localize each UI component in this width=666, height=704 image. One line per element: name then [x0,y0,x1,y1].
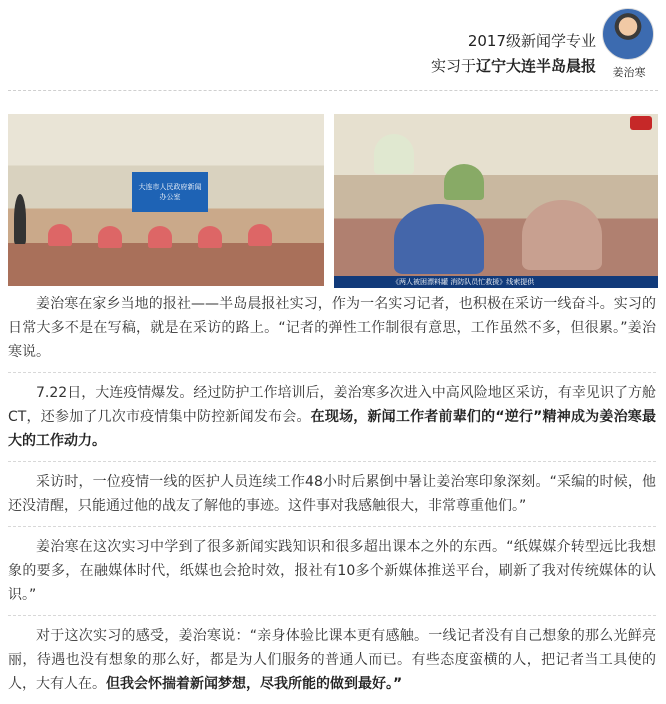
article-header [0,0,666,90]
avatar [602,8,654,60]
intern-org: 辽宁大连半岛晨报 [475,57,596,75]
chair [248,224,272,246]
major-label: 2017级新闻学专业 [467,32,596,50]
reporter-bg [444,164,484,200]
paragraph-4: 姜治寒在这次实习中学到了很多新闻实践知识和很多超出课本之外的东西。“纸媒媒介转型远比我想象的要多，在融媒体时代，纸媒也会抢时效，报社有10多个新媒体推送平台，刷新了我对传统媒体的认识。” [8,539,656,603]
press-conference-photo [8,114,324,286]
chair [148,226,172,248]
paragraph-divider [8,615,656,616]
reporters-tv-photo [334,114,658,288]
chair [198,226,222,248]
tv-logo [630,116,652,130]
paragraph-1: 姜治寒在家乡当地的报社——半岛晨报社实习，作为一名实习记者，也积极在采访一线奋斗。实习的日常大多不是在写稿，就是在采访的路上。“记者的弹性工作制很有意思，工作虽然不多，但很累。”姜治寒说。 [8,296,656,360]
reporter-male [394,204,484,274]
paragraph-divider [8,372,656,373]
internship-label [431,55,596,76]
paragraph-divider [8,526,656,527]
tv-caption: 《两人被困漂料罐 消防队员忙救援》线索提供 [392,278,535,286]
photo-row [8,114,658,288]
screen-text: 大连市人民政府新闻办公室 [138,183,202,201]
tv-person [374,134,414,174]
conference-screen [132,172,208,212]
intern-prefix: 实习于 [430,57,476,75]
paragraph-divider [8,461,656,462]
paragraph-2: 7.22日，大连疫情爆发。经过防护工作培训后，姜治寒多次进入中高风险地区采访，有幸见识了方舱CT，还参加了几次市疫情集中防控新闻发布会。在现场，新闻工作者前辈们的“逆行”精神成为姜治寒最大的工作动力。 [8,385,656,449]
paragraph-5: 对于这次实习的感受，姜治寒说：“亲身体验比课本更有感触。一线记者没有自己想象的那么光鲜亮丽，待遇也没有想象的那么好，都是为人们服务的普通人而已。有些态度蛮横的人，把记者当工具使的人，大有人在。但我会怀揣着新闻梦想，尽我所能的做到最好。” [8,628,656,692]
chair [98,226,122,248]
article-body [8,292,656,704]
chair [48,224,72,246]
author-name: 姜治寒 [612,66,646,79]
tv-caption-bar [334,276,658,288]
reporter-female [522,200,602,270]
paragraph-3: 采访时，一位疫情一线的医护人员连续工作48小时后累倒中暑让姜治寒印象深刻。“采编的时候，他还没清醒，只能通过他的战友了解他的事迹。这件事对我感触很大，非常尊重他们。” [8,474,656,514]
header-divider [8,90,658,91]
camera-person [14,194,26,244]
